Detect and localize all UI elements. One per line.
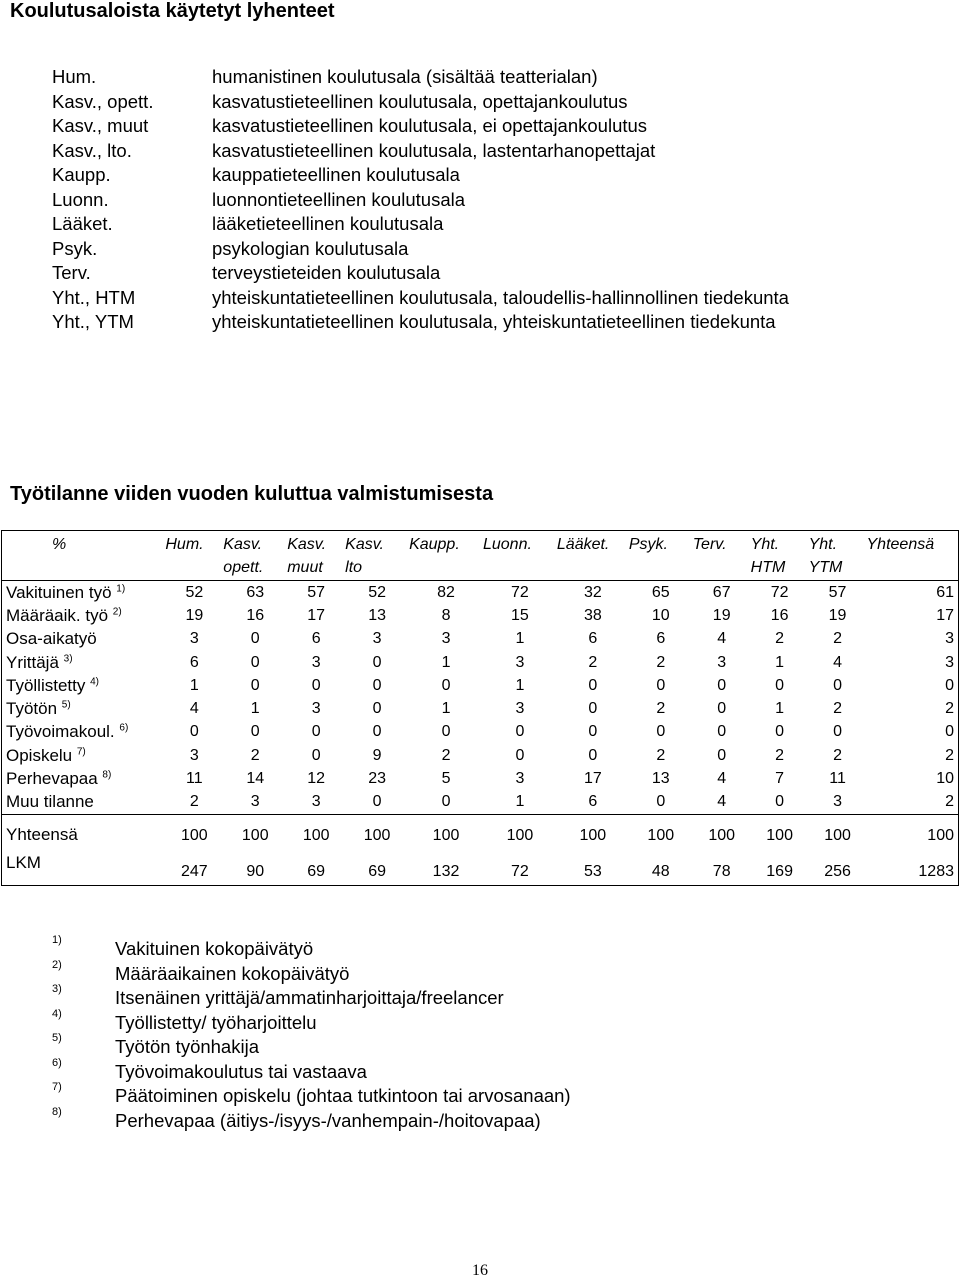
count-row [2,845,959,886]
table-row [2,581,959,605]
abbreviation-code: Luonn. [52,188,109,210]
row-label [2,651,166,674]
table-cell: 17 [936,606,954,624]
table-cell: 2 [250,746,260,764]
abbreviation-row [0,91,960,116]
table-cell: 3 [945,653,954,671]
table-cell: 0 [751,791,809,815]
table-cell: 9 [372,746,382,764]
table-cell: 1 [775,653,785,671]
table-cell: 0 [189,723,199,741]
table-row [2,697,959,720]
table-cell: 23 [368,770,386,788]
table-cell: 1 [250,700,260,718]
table-cell: 4 [833,653,842,671]
table-cell: 3 [809,791,867,815]
column-header: Kasv. muut [287,531,345,581]
row-label [2,744,166,767]
row-label-text: Työtön [6,699,58,719]
table-cell: 65 [651,583,670,601]
column-header: Psyk. [629,531,693,581]
total-row [2,814,959,845]
table-cell: 72 [511,862,529,880]
table-cell: 100 [579,826,607,844]
footnote-marker: 1) [116,582,126,594]
table-cell: 0 [311,723,321,741]
table-cell: 3 [189,630,199,648]
table-row [2,744,959,767]
table-cell: 19 [828,606,847,624]
footnote-marker: 2) [112,606,122,618]
footnote-marker: 7) [76,746,86,758]
abbreviations-title: Koulutusaloista käytetyt lyhenteet [10,0,335,22]
column-header: Yht. HTM [751,531,809,581]
table-cell: 63 [246,583,265,601]
row-label: Yhteensä [6,824,78,844]
corner-header: % [2,531,166,581]
table-cell: 100 [241,826,269,844]
table-cell: 1 [483,791,557,815]
footnote-text: Päätoiminen opiskelu (johtaa tutkintoon tai arvosanaan) [115,1085,571,1106]
abbreviation-description: humanistinen koulutusala (sisältää teatterialan) [212,66,598,87]
table-cell: 0 [717,746,727,764]
table-cell: 2 [833,700,842,718]
table-cell: 256 [824,862,851,880]
table-cell: 2 [945,746,954,764]
table-cell: 0 [372,676,382,694]
table-cell: 3 [311,653,321,671]
table-cell: 0 [717,723,727,741]
table-row [2,721,959,744]
table-cell: 19 [712,606,731,624]
abbreviation-row [0,238,960,263]
table-cell: 1 [441,700,451,718]
abbreviation-description: psykologian koulutusala [212,237,409,259]
column-header: Yht. YTM [809,531,867,581]
table-cell: 4 [717,770,727,788]
table-cell: 6 [557,791,629,815]
table-cell: 72 [511,583,529,601]
column-header: Terv. [693,531,751,581]
table-cell: 0 [588,700,598,718]
table-cell: 0 [345,791,409,815]
table-row [2,791,959,815]
table-cell: 2 [775,746,785,764]
abbreviation-description: terveystieteiden koulutusala [212,262,441,283]
column-header: Kasv. opett. [223,531,287,581]
abbreviation-row [0,164,960,189]
table-cell: 1 [515,676,525,694]
footnote-text: Perhevapaa (äitiys-/isyys-/vanhempain-/hoitovapaa) [115,1109,541,1131]
table-cell: 0 [775,676,785,694]
table-cell: 3 [287,791,345,815]
row-label [2,674,166,697]
abbreviation-code: Hum. [52,66,97,87]
table-cell: 6 [311,630,321,648]
table-cell: 2 [833,746,842,764]
footnote-number: 6) [52,1056,62,1069]
footnote-marker: 5) [61,699,71,711]
table-cell: 100 [506,826,534,844]
table-cell: 2 [441,746,451,764]
table-cell: 1283 [918,862,954,880]
table-cell: 3 [189,746,199,764]
table-cell: 57 [307,583,326,601]
table-cell: 0 [656,723,666,741]
column-header: Luonn. [483,531,557,581]
abbreviation-description: kauppatieteellinen koulutusala [212,164,460,185]
table-cell: 1 [441,653,451,671]
abbreviation-row [0,115,960,140]
table-cell: 67 [712,583,731,601]
table-cell: 3 [372,630,382,648]
row-label-text: Muu tilanne [6,792,94,812]
table-cell: 6 [588,630,598,648]
table-cell: 3 [311,700,321,718]
footnote-marker: 8) [102,769,112,781]
table-cell: 0 [717,676,727,694]
row-label-text: Vakituinen työ [6,582,112,602]
abbreviation-description: kasvatustieteellinen koulutusala, lastentarhanopettajat [212,139,656,161]
footnote-marker: 4) [90,676,99,688]
abbreviation-row [0,262,960,287]
abbreviation-code: Lääket. [52,213,113,234]
footnote-number: 2) [52,958,62,971]
footnote-number: 1) [52,934,62,946]
table-cell: 52 [368,583,386,601]
row-label-text: Yrittäjä [6,652,59,672]
abbreviation-code: Terv. [52,262,91,283]
abbreviation-code: Kasv., opett. [52,90,154,112]
abbreviation-row [0,311,960,336]
table-cell: 0 [656,676,666,694]
abbreviation-description: lääketieteellinen koulutusala [212,213,444,234]
row-label-text: Määräaik. työ [6,605,109,625]
table-cell: 90 [246,862,265,880]
table-cell: 100 [647,826,675,844]
footnote [0,934,960,959]
table-cell: 17 [307,606,326,624]
table-cell: 0 [250,723,260,741]
table-row [2,674,959,697]
table-cell: 2 [588,653,598,671]
row-label [2,767,166,790]
table-cell: 100 [927,826,954,844]
table-cell: 0 [250,676,260,694]
footnote-number: 5) [52,1032,62,1044]
table-cell: 2 [775,630,785,648]
table-cell: 11 [829,770,846,788]
footnotes [0,934,960,1130]
row-label [2,791,166,815]
table-cell: 1 [189,676,199,694]
table-cell: 0 [372,700,382,718]
row-label-text: Osa-aikatyö [6,629,97,649]
table-cell: 17 [583,770,602,788]
row-label [2,697,166,720]
table-cell: 100 [824,826,851,844]
table-cell: 2 [656,653,666,671]
table-cell: 69 [307,862,326,880]
table-cell: 0 [588,723,598,741]
abbreviation-row [0,189,960,214]
table-cell: 57 [828,583,847,601]
row-label [2,721,166,744]
abbreviation-row [0,66,960,91]
table-cell: 100 [180,826,208,844]
table-cell: 0 [441,676,451,694]
abbreviation-code: Psyk. [52,237,98,259]
table-cell: 19 [185,606,204,624]
table-cell: 8 [441,606,451,624]
footnote [0,1081,960,1106]
table-cell: 0 [372,723,382,741]
abbreviation-list [0,66,960,336]
table-cell: 2 [945,700,954,718]
footnote-text: Työtön työnhakija [115,1036,259,1057]
table-cell: 15 [511,606,529,624]
column-header: Lääket. [557,531,629,581]
abbreviation-description: luonnontieteellinen koulutusala [212,188,466,210]
abbreviation-code: Yht., YTM [52,311,134,332]
table-cell: 69 [368,862,386,880]
table-cell: 13 [651,770,670,788]
table-row [2,767,959,790]
footnote [0,1032,960,1057]
table-cell: 61 [936,583,954,601]
footnote [0,1008,960,1033]
table-cell: 247 [180,862,208,880]
table-cell: 3 [223,791,287,815]
table-cell: 0 [629,791,693,815]
footnote-text: Määräaikainen kokopäivätyö [115,962,350,984]
table-cell: 0 [945,676,954,694]
table-cell: 14 [246,770,265,788]
table-row [2,604,959,627]
table-cell: 5 [441,770,451,788]
employment-table [1,530,959,886]
footnote-number: 8) [52,1105,62,1118]
table-cell: 0 [588,746,598,764]
abbreviation-description: kasvatustieteellinen koulutusala, opettajankoulutus [212,90,628,112]
table-cell: 0 [250,653,260,671]
table-cell: 6 [656,630,666,648]
footnote-number: 4) [52,1007,62,1020]
table-cell: 52 [185,583,204,601]
table-cell: 0 [311,676,321,694]
table-cell: 0 [311,746,321,764]
table-cell: 2 [656,746,666,764]
table-cell: 0 [588,676,598,694]
table-cell: 2 [165,791,223,815]
table-cell: 3 [717,653,727,671]
table-cell: 100 [432,826,460,844]
footnote [0,959,960,984]
footnote-marker: 6) [119,722,129,734]
table-cell: 4 [717,630,727,648]
footnote-text: Työvoimakoulutus tai vastaava [115,1060,367,1082]
table-cell: 0 [515,723,525,741]
table-cell: 100 [302,826,330,844]
column-header: Hum. [165,531,223,581]
table-cell: 0 [515,746,525,764]
abbreviation-row [0,287,960,312]
abbreviation-description: kasvatustieteellinen koulutusala, ei opettajankoulutus [212,115,648,136]
abbreviation-code: Kasv., lto. [52,139,132,161]
table-cell: 3 [515,653,525,671]
table-cell: 100 [766,826,793,844]
footnote [0,1106,960,1131]
table-title: Työtilanne viiden vuoden kuluttua valmistumisesta [10,483,494,505]
table-cell: 11 [186,770,203,788]
table-cell: 16 [770,606,789,624]
row-label: LKM [6,852,41,872]
abbreviation-description: yhteiskuntatieteellinen koulutusala, yhteiskuntatieteellinen tiedekunta [212,311,776,332]
table-cell: 100 [708,826,736,844]
table-cell: 82 [437,583,455,601]
table-cell: 12 [307,770,326,788]
table-cell: 48 [651,862,670,880]
table-cell: 3 [515,770,525,788]
table-cell: 0 [441,723,451,741]
table-cell: 0 [945,723,954,741]
table-cell: 0 [775,723,785,741]
column-header: Kasv. lto [345,531,409,581]
table-cell: 1 [775,700,785,718]
table-cell: 7 [775,770,785,788]
table-cell: 3 [945,630,954,648]
table-cell: 16 [246,606,265,624]
table-cell: 38 [583,606,602,624]
table-cell: 169 [766,862,793,880]
table-cell: 0 [717,700,727,718]
footnote-marker: 3) [63,652,73,664]
table-cell: 78 [712,862,731,880]
column-header: Yhteensä [867,531,959,581]
footnote-number: 3) [52,983,62,995]
footnote-number: 7) [52,1081,62,1093]
table-cell: 10 [936,770,954,788]
abbreviation-row [0,213,960,238]
table-cell: 3 [441,630,451,648]
row-label [2,581,166,605]
abbreviation-code: Kasv., muut [52,115,149,136]
page-number: 16 [472,1262,488,1279]
table-cell: 13 [368,606,386,624]
table-cell: 6 [189,653,199,671]
table-cell: 72 [770,583,789,601]
table-cell: 2 [833,630,842,648]
footnote-text: Vakituinen kokopäivätyö [115,938,314,959]
table-cell: 4 [693,791,751,815]
abbreviation-description: yhteiskuntatieteellinen koulutusala, taloudellis-hallinnollinen tiedekunta [212,286,789,308]
abbreviation-code: Yht., HTM [52,286,136,308]
row-label [2,604,166,627]
table-cell: 0 [372,653,382,671]
table-body [2,581,959,886]
table-cell: 4 [189,700,199,718]
table-cell: 2 [867,791,959,815]
table-cell: 53 [583,862,602,880]
row-label-text: Opiskelu [6,745,73,765]
row-label [2,628,166,651]
table-cell: 2 [656,700,666,718]
footnote-text: Itsenäinen yrittäjä/ammatinharjoittaja/freelancer [115,987,504,1008]
abbreviation-code: Kaupp. [52,164,111,185]
table-cell: 32 [583,583,602,601]
table-cell: 0 [409,791,483,815]
table-cell: 1 [515,630,525,648]
column-header: Kaupp. [409,531,483,581]
row-label-text: Työvoimakoul. [6,722,115,742]
table-row [2,651,959,674]
table-cell: 10 [651,606,670,624]
footnote-text: Työllistetty/ työharjoittelu [115,1011,317,1033]
table-cell: 0 [833,723,842,741]
table-header-row [2,531,959,581]
table-row [2,628,959,651]
table-cell: 100 [363,826,391,844]
footnote [0,1057,960,1082]
table-cell: 0 [833,676,842,694]
footnote [0,983,960,1008]
row-label-text: Perhevapaa [6,769,98,789]
table-cell: 3 [515,700,525,718]
row-label-text: Työllistetty [6,675,86,695]
abbreviation-row [0,140,960,165]
table-cell: 0 [250,630,260,648]
table-cell: 132 [432,862,460,880]
